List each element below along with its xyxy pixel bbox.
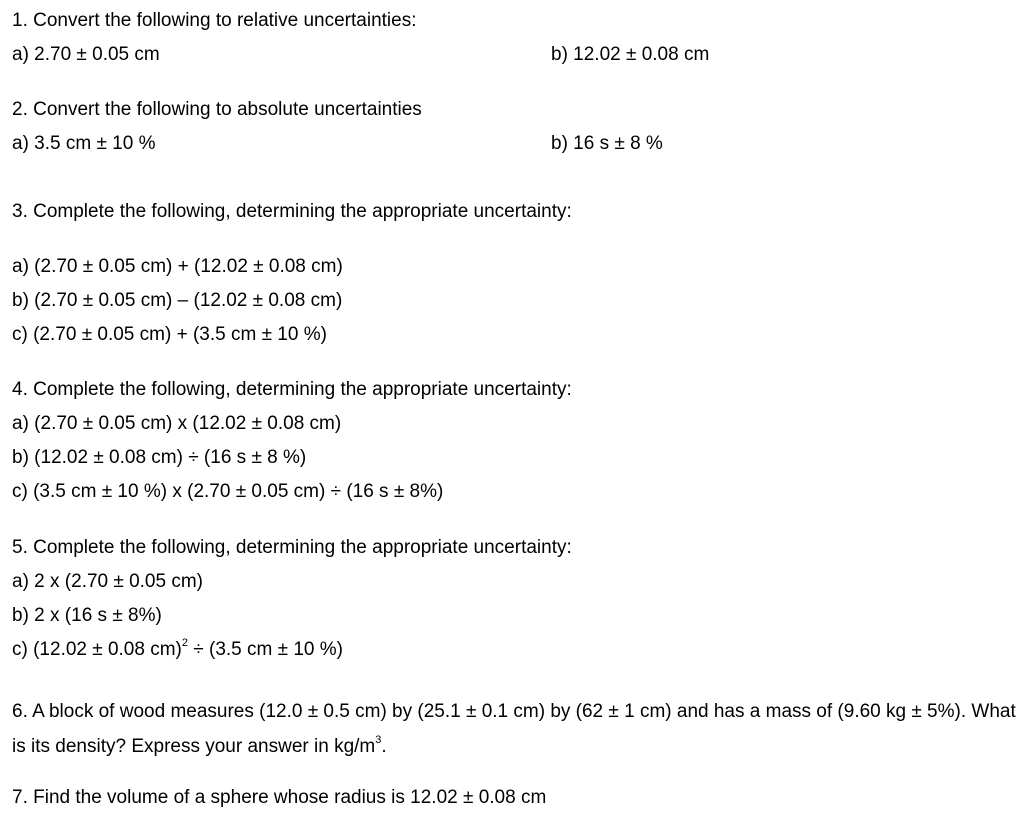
question-4c: c) (3.5 cm ± 10 %) x (2.70 ± 0.05 cm) ÷ (16 s ± 8%) xyxy=(12,481,444,502)
question-1b: b) 12.02 ± 0.08 cm xyxy=(551,44,710,65)
question-5b: b) 2 x (16 s ± 8%) xyxy=(12,605,162,626)
question-2-title: 2. Convert the following to absolute uncertainties xyxy=(12,99,422,120)
question-4a: a) (2.70 ± 0.05 cm) x (12.02 ± 0.08 cm) xyxy=(12,413,342,434)
question-2a: a) 3.5 cm ± 10 % xyxy=(12,133,156,154)
question-7: 7. Find the volume of a sphere whose radius is 12.02 ± 0.08 cm xyxy=(12,787,547,808)
question-5c xyxy=(12,638,343,662)
question-6 xyxy=(12,694,1018,764)
question-5c-text-end: ÷ (3.5 cm ± 10 %) xyxy=(188,639,343,660)
question-3b: b) (2.70 ± 0.05 cm) – (12.02 ± 0.08 cm) xyxy=(12,290,343,311)
question-6-text-end: . xyxy=(381,736,387,757)
question-6-text: 6. A block of wood measures (12.0 ± 0.5 cm) by (25.1 ± 0.1 cm) by (62 ± 1 cm) and has a mass of (9.60 kg ± 5%). What is its density? Express your answer in kg/m xyxy=(12,701,1016,757)
question-6-exponent: 3 xyxy=(375,734,382,746)
question-3c: c) (2.70 ± 0.05 cm) + (3.5 cm ± 10 %) xyxy=(12,324,327,345)
question-3-title: 3. Complete the following, determining the appropriate uncertainty: xyxy=(12,201,572,222)
question-1-title: 1. Convert the following to relative uncertainties: xyxy=(12,10,417,31)
question-3a: a) (2.70 ± 0.05 cm) + (12.02 ± 0.08 cm) xyxy=(12,256,343,277)
question-4-title: 4. Complete the following, determining the appropriate uncertainty: xyxy=(12,379,572,400)
question-5a: a) 2 x (2.70 ± 0.05 cm) xyxy=(12,571,204,592)
question-5-title: 5. Complete the following, determining the appropriate uncertainty: xyxy=(12,537,572,558)
question-5c-exponent: 2 xyxy=(181,637,189,649)
question-1a: a) 2.70 ± 0.05 cm xyxy=(12,44,160,65)
question-5c-text: c) (12.02 ± 0.08 cm) xyxy=(12,639,182,660)
question-2b: b) 16 s ± 8 % xyxy=(551,133,663,154)
question-4b: b) (12.02 ± 0.08 cm) ÷ (16 s ± 8 %) xyxy=(12,447,307,468)
